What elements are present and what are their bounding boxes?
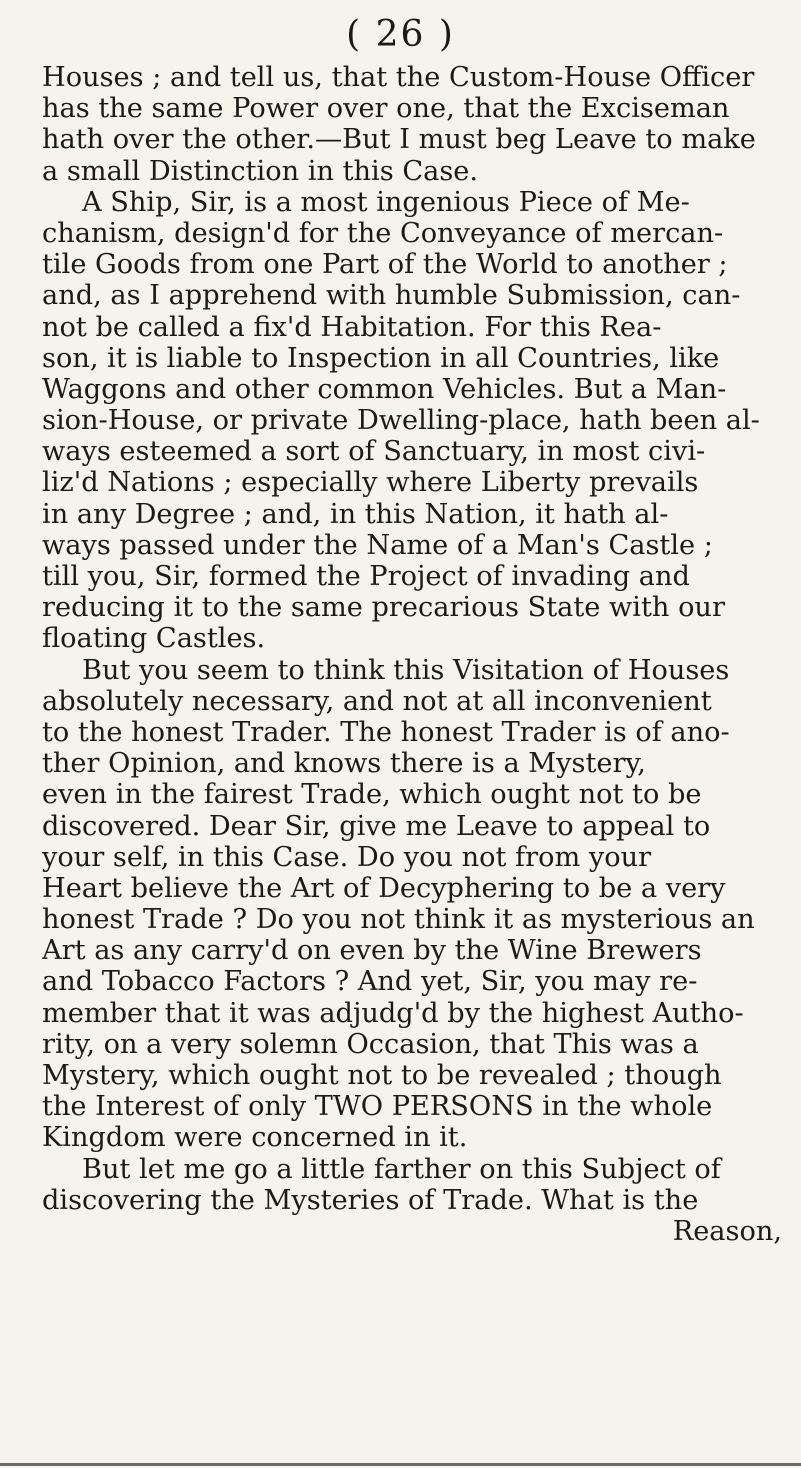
text-line: tile Goods from one Part of the World to another ;: [42, 249, 728, 281]
text-line: absolutely necessary, and not at all inconvenient: [42, 685, 712, 717]
text-line: hath over the other.—But I must beg Leave to make: [42, 124, 756, 156]
text-line: till you, Sir, formed the Project of invading and: [42, 561, 690, 592]
bottom-rule: [0, 1463, 801, 1466]
text-line: not be called a fix'd Habitation. For this Rea-: [42, 311, 662, 343]
text-line: liz'd Nations ; especially where Liberty prevails: [42, 467, 699, 499]
text-line: Art as any carry'd on even by the Wine Brewers: [42, 935, 702, 967]
text-line: sion-House, or private Dwelling-place, hath been al-: [42, 405, 760, 437]
body-text: [42, 62, 782, 1247]
paragraph-start-line: But let me go a little farther on this Subject of: [82, 1153, 721, 1185]
text-line: ther Opinion, and knows there is a Mystery,: [42, 748, 646, 780]
text-line: Houses ; and tell us, that the Custom-House Officer: [42, 62, 755, 93]
text-line: floating Castles.: [42, 623, 266, 655]
text-line: honest Trade ? Do you not think it as mysterious an: [42, 904, 755, 936]
text-line: a small Distinction in this Case.: [42, 155, 479, 187]
text-line: to the honest Trader. The honest Trader is of ano-: [42, 716, 730, 748]
text-line: discovered. Dear Sir, give me Leave to appeal to: [42, 810, 711, 842]
text-line: has the same Power over one, that the Exciseman: [42, 93, 730, 125]
text-line: ways passed under the Name of a Man's Castle ;: [42, 529, 713, 561]
text-line: rity, on a very solemn Occasion, that This was a: [42, 1028, 699, 1060]
text-line: Heart believe the Art of Decyphering to be a very: [42, 872, 726, 904]
text-line: in any Degree ; and, in this Nation, it hath al-: [42, 498, 669, 530]
page-number: ( 26 ): [346, 14, 455, 55]
text-line: and, as I apprehend with humble Submission, can-: [42, 280, 741, 312]
text-line: the Interest of only TWO PERSONS in the whole: [42, 1091, 713, 1123]
text-line: and Tobacco Factors ? And yet, Sir, you may re-: [42, 966, 698, 998]
text-line: chanism, design'd for the Conveyance of mercan-: [42, 217, 724, 249]
text-line: son, it is liable to Inspection in all Countries, like: [42, 342, 720, 374]
paragraph-start-line: But you seem to think this Visitation of Houses: [82, 654, 730, 686]
text-line: member that it was adjudg'd by the highest Autho-: [42, 997, 744, 1029]
paragraph-start-line: A Ship, Sir, is a most ingenious Piece of Me-: [82, 186, 690, 218]
text-line: Mystery, which ought not to be revealed ; though: [42, 1060, 722, 1091]
text-line: even in the fairest Trade, which ought not to be: [42, 779, 702, 811]
text-line: Kingdom were concerned in it.: [42, 1122, 468, 1154]
text-line: ways esteemed a sort of Sanctuary, in most civi-: [42, 436, 706, 468]
text-line: discovering the Mysteries of Trade. What is the: [42, 1184, 699, 1216]
text-line: your self, in this Case. Do you not from your: [42, 841, 652, 873]
text-line: reducing it to the same precarious State with our: [42, 592, 725, 624]
text-line: Waggons and other common Vehicles. But a Man-: [42, 373, 727, 405]
catchword: Reason,: [672, 1215, 782, 1247]
